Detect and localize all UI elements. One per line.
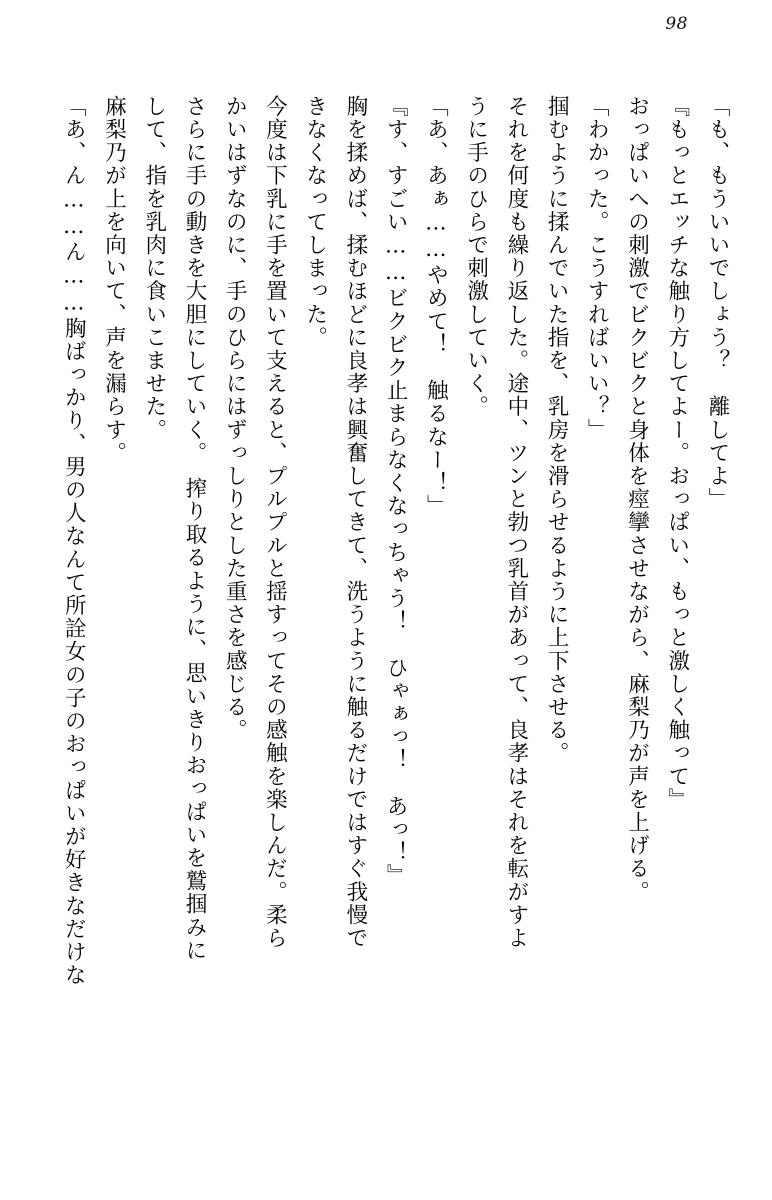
text-column: 掴むように揉んでいた指を、乳房を滑らせるように上下させる。 [544,95,570,765]
text-column: 『もっとエッチな触り方してよー。おっぱい、もっと激しく触って』 [664,95,690,812]
text-column: 『す、すごい……ビクビク止まらなくなっちゃう！ ひゃぁっ！ あっ！』 [383,95,409,888]
text-column: 胸を揉めば、揉むほどに良孝は興奮してきて、洗うように触るだけではすぐ我慢で [342,95,368,950]
text-column: きなくなってしまった。 [302,95,328,350]
text-column: 「わかった。こうすればいい？」 [584,95,610,442]
text-column: おっぱいへの刺激でビクビクと身体を痙攣させながら、麻梨乃が声を上げる。 [624,95,650,904]
text-column: 「あ、ん……ん……胸ばっかり、男の人なんて所詮女の子のおっぱいが好きなだけな [61,95,87,987]
text-column: 「も、もういいでしょう？ 離してよ」 [705,95,730,511]
vertical-text-block [44,95,728,1170]
text-column: して、指を乳肉に食いこませた。 [141,95,167,442]
text-column: それを何度も繰り返した。途中、ツンと勃つ乳首があって、良孝はそれを転がすよ [503,95,529,950]
text-column: さらに手の動きを大胆にしていく。 搾り取るように、思いきりおっぱいを鷲掴みに [181,95,207,963]
text-column: 今度は下乳に手を置いて支えると、プルプルと揺すってその感触を楽しんだ。柔ら [262,95,288,950]
page-number: 98 [665,14,688,34]
text-column: 「あ、あぁ……やめて！ 触るなー！」 [423,95,449,518]
text-column: かいはずなのに、手のひらにはずっしりとした重さを感じる。 [222,95,248,742]
text-column: 麻梨乃が上を向いて、声を漏らす。 [101,95,127,465]
text-column: うに手のひらで刺激していく。 [463,95,489,419]
